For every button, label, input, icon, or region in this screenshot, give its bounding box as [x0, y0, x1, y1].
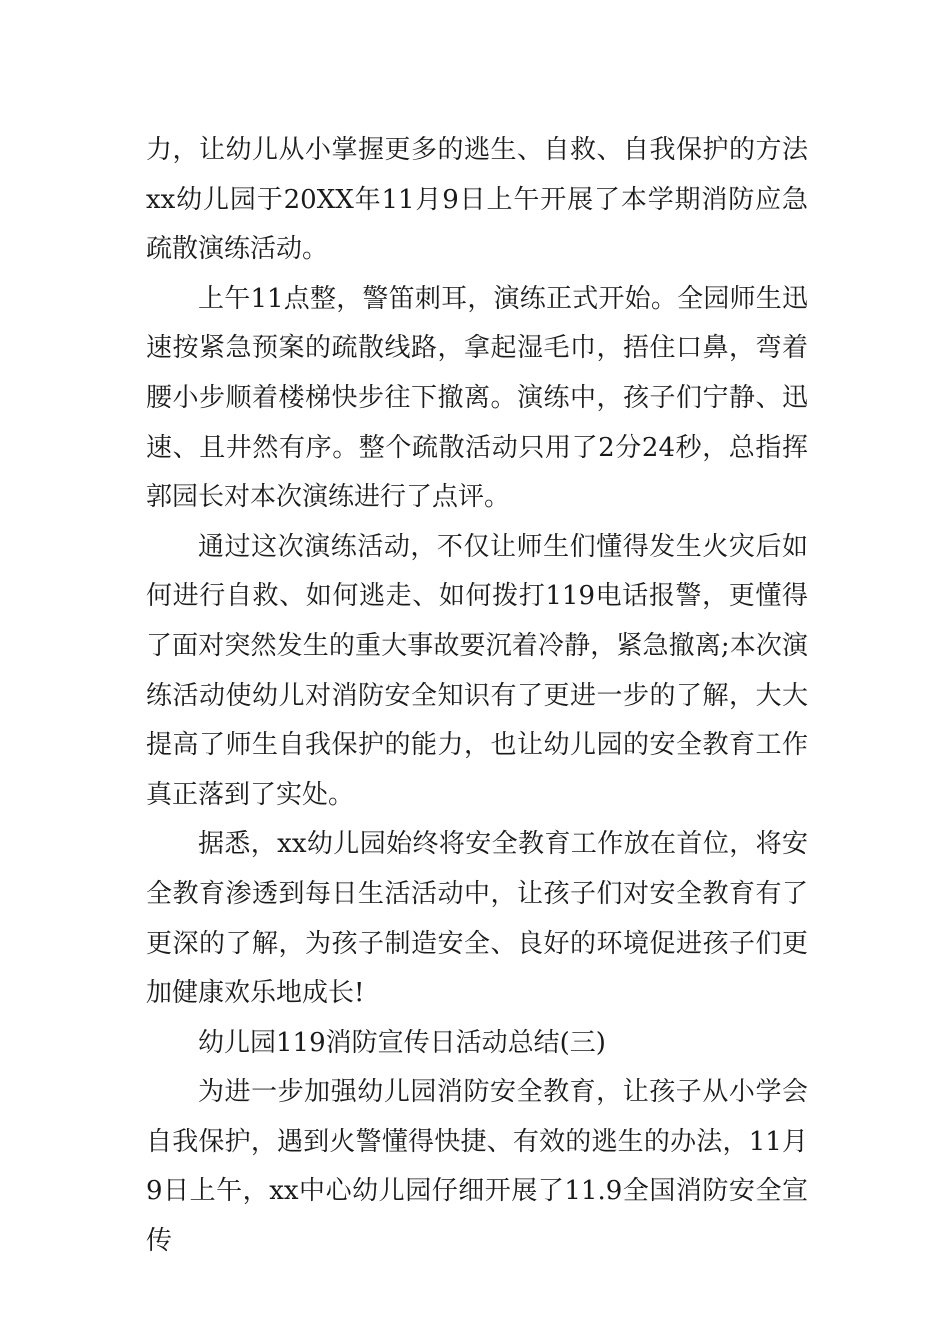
paragraph-2: 上午11点整，警笛刺耳，演练正式开始。全园师生迅速按紧急预案的疏散线路，拿起湿毛巾，捂住口鼻，弯着腰小步顺着楼梯快步往下撤离。演练中，孩子们宁静、迅速、且井然有序。整个疏散活动只用了2分24秒，总指挥郭园长对本次演练进行了点评。: [146, 283, 808, 513]
paragraph-4: 据悉，xx幼儿园始终将安全教育工作放在首位，将安全教育渗透到每日生活活动中，让孩子们对安全教育有了更深的了解，为孩子制造安全、良好的环境促进孩子们更加健康欢乐地成长!: [146, 829, 808, 1009]
paragraph-1: 力，让幼儿从小掌握更多的逃生、自救、自我保护的方法xx幼儿园于20XX年11月9日上午开展了本学期消防应急疏散演练活动。: [146, 135, 808, 265]
paragraph-5: 为进一步加强幼儿园消防安全教育，让孩子从小学会自我保护，遇到火警懂得快捷、有效的逃生的办法，11月9日上午，xx中心幼儿园仔细开展了11.9全国消防安全宣传: [146, 1077, 808, 1257]
section-heading: 幼儿园119消防宣传日活动总结(三): [198, 1027, 606, 1058]
document-body: [146, 126, 808, 1267]
paragraph-3: 通过这次演练活动，不仅让师生们懂得发生火灾后如何进行自救、如何逃走、如何拨打119电话报警，更懂得了面对突然发生的重大事故要沉着冷静，紧急撤离;本次演练活动使幼儿对消防安全知识有了更进一步的了解，大大提高了师生自我保护的能力，也让幼儿园的安全教育工作真正落到了实处。: [146, 531, 808, 810]
